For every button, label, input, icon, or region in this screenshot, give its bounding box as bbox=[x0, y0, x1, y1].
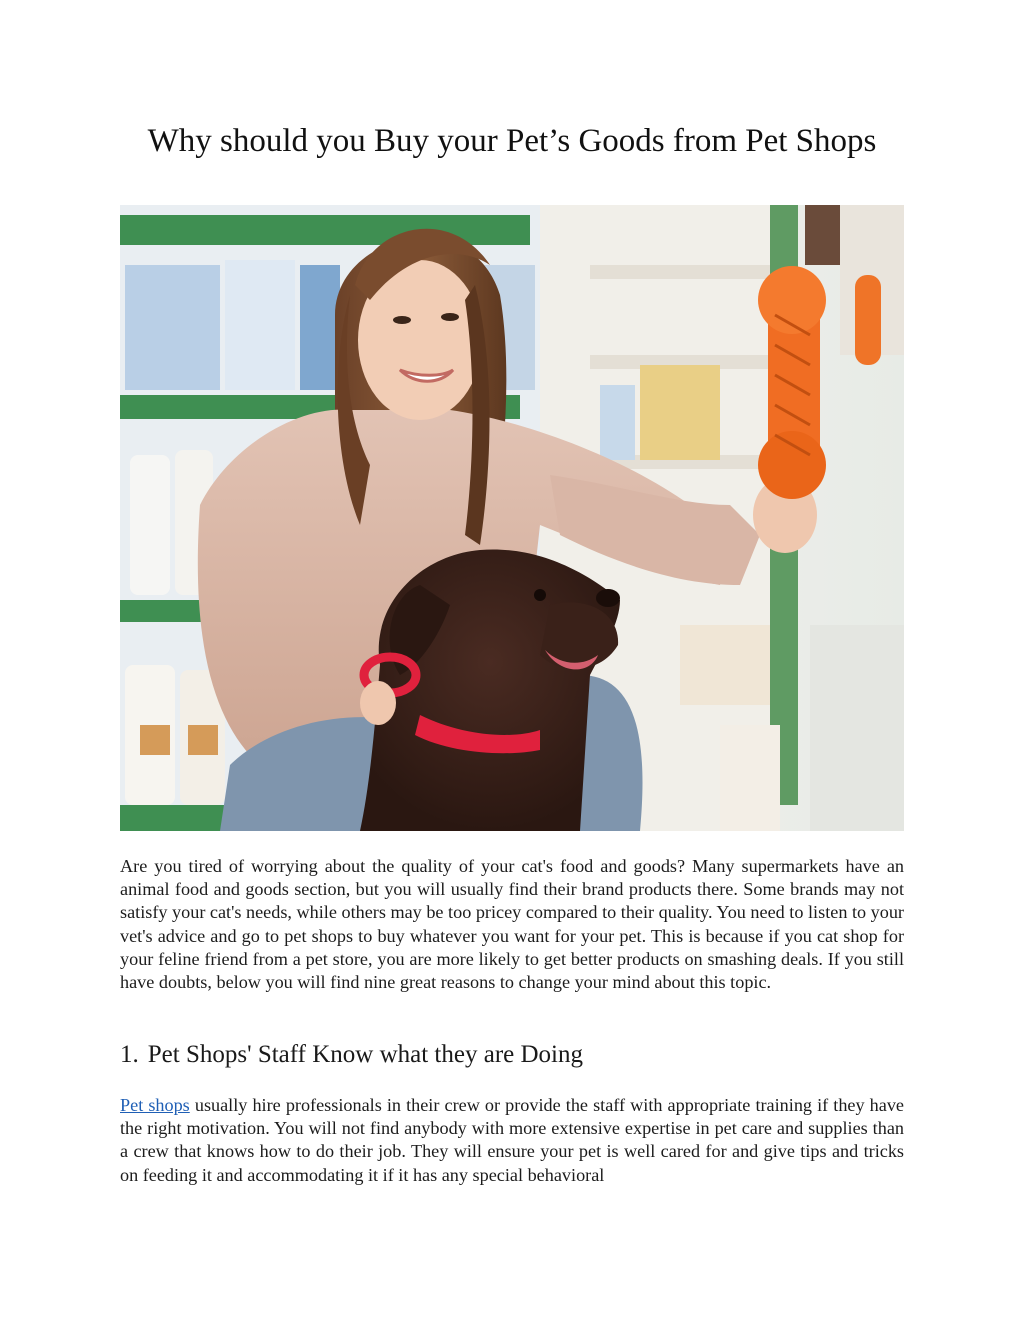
intro-paragraph: Are you tired of worrying about the quality of your cat's food and goods? Many supermarkets have an animal food and goods section, but you will usually find their brand products there. Some brands may not satisfy your cat's needs, while others may be too pricey compared to their quality. You need to listen to your vet's advice and go to pet shops to buy whatever you want for your pet. This is because if you cat shop for your feline friend from a pet store, you are more likely to get better products on smashing deals. If you still have doubts, below you will find nine great reasons to change your mind about this topic. bbox=[120, 856, 904, 993]
section-number: 1. bbox=[120, 1041, 139, 1068]
section-body bbox=[120, 1094, 904, 1187]
section-body-text: usually hire professionals in their crew or provide the staff with appropriate training if they have the right motivation. You will not find anybody with more extensive expertise in pet care and supplies than a crew that knows how to do their job. They will ensure your pet is well cared for and give tips and tricks on feeding it and accommodating it if it has any special behavioral bbox=[120, 1095, 904, 1185]
pet-shops-link[interactable]: Pet shops bbox=[120, 1095, 190, 1115]
page-title: Why should you Buy your Pet’s Goods from Pet Shops bbox=[147, 123, 877, 159]
section-heading-text: Pet Shops' Staff Know what they are Doing bbox=[147, 1041, 583, 1068]
section-heading bbox=[120, 1038, 583, 1072]
hero-image bbox=[120, 205, 904, 831]
